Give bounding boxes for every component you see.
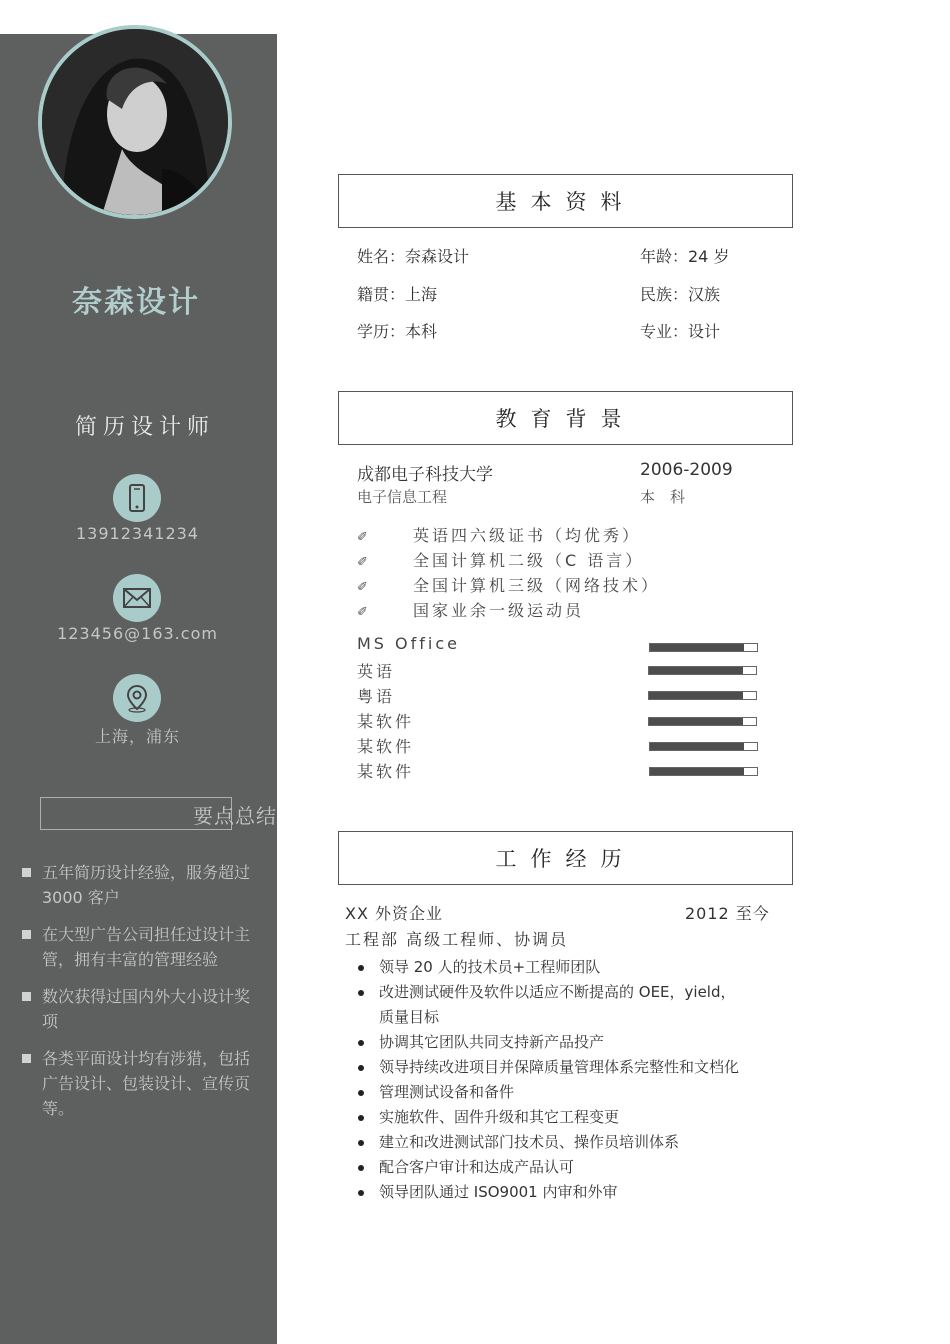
- summary-item: 各类平面设计均有涉猎，包括广告设计、包装设计、宣传页等。: [20, 1046, 260, 1121]
- location-pin-icon: [113, 674, 161, 722]
- paperclip-icon: ✐: [357, 555, 368, 570]
- skill-bar: [649, 767, 758, 776]
- square-bullet-icon: [22, 868, 31, 877]
- school-name: 成都电子科技大学: [357, 465, 493, 485]
- skill-bar: [648, 666, 757, 675]
- info-age: 年龄：24 岁: [640, 247, 730, 266]
- skill-label: MS Office: [357, 634, 460, 653]
- skill-label: 英语: [357, 662, 396, 681]
- square-bullet-icon: [22, 1054, 31, 1063]
- cert-item: ✐ 英语四六级证书（均优秀）: [357, 526, 642, 545]
- duty-item: 建立和改进测试部门技术员、操作员培训体系: [355, 1130, 795, 1155]
- info-education: 学历：本科: [357, 322, 438, 341]
- skill-label: 某软件: [357, 762, 415, 781]
- mail-icon: [113, 574, 161, 622]
- bullet-icon: [358, 990, 364, 996]
- education-heading: 教育背景: [338, 391, 793, 445]
- skill-bar: [648, 717, 757, 726]
- bullet-icon: [358, 1090, 364, 1096]
- bullet-icon: [358, 1065, 364, 1071]
- bullet-icon: [358, 1140, 364, 1146]
- paperclip-icon: ✐: [357, 580, 368, 595]
- info-major: 专业：设计: [640, 322, 721, 341]
- phone-icon: [113, 474, 161, 522]
- skill-bar: [649, 643, 758, 652]
- duty-item: 管理测试设备和备件: [355, 1080, 795, 1105]
- skill-label: 某软件: [357, 712, 415, 731]
- cert-item: ✐ 全国计算机三级（网络技术）: [357, 576, 661, 595]
- duty-list: [355, 955, 795, 1205]
- study-years: 2006-2009: [640, 460, 733, 480]
- summary-item: 在大型广告公司担任过设计主管，拥有丰富的管理经验: [20, 922, 260, 972]
- square-bullet-icon: [22, 992, 31, 1001]
- company-name: XX 外资企业: [345, 904, 444, 923]
- info-ethnicity: 民族：汉族: [640, 285, 721, 304]
- bullet-icon: [358, 1040, 364, 1046]
- summary-title: 要点总结: [193, 804, 277, 828]
- email-address: 123456@163.com: [57, 624, 218, 643]
- portrait-image: [42, 29, 228, 215]
- skill-bar: [648, 691, 757, 700]
- job-role: 工程部 高级工程师、协调员: [345, 930, 569, 949]
- sidebar-job-title: 简历设计师: [74, 415, 215, 440]
- square-bullet-icon: [22, 930, 31, 939]
- duty-item: 协调其它团队共同支持新产品投产: [355, 1030, 795, 1055]
- bullet-icon: [358, 1165, 364, 1171]
- summary-item: 数次获得过国内外大小设计奖项: [20, 984, 260, 1034]
- bullet-icon: [358, 1190, 364, 1196]
- phone-number: 13912341234: [76, 524, 199, 543]
- summary-list: [20, 860, 260, 1133]
- skill-bar: [649, 742, 758, 751]
- location: 上海，浦东: [94, 727, 180, 746]
- info-name: 姓名：奈森设计: [357, 247, 470, 266]
- duty-item: 领导团队通过 ISO9001 内审和外审: [355, 1180, 795, 1205]
- skill-label: 某软件: [357, 737, 415, 756]
- duty-item: 领导持续改进项目并保障质量管理体系完整性和文档化: [355, 1055, 795, 1080]
- sidebar-name: 奈森设计: [72, 285, 200, 320]
- work-period: 2012 至今: [685, 904, 770, 923]
- cert-item: ✐ 全国计算机二级（C 语言）: [357, 551, 645, 570]
- cert-item: ✐ 国家业余一级运动员: [357, 601, 585, 620]
- school-degree: 本 科: [640, 488, 686, 506]
- summary-item: 五年简历设计经验，服务超过 3000 客户: [20, 860, 260, 910]
- bullet-icon: [358, 1115, 364, 1121]
- duty-item: 实施软件、固件升级和其它工程变更: [355, 1105, 795, 1130]
- paperclip-icon: ✐: [357, 530, 368, 545]
- duty-item-continuation: 质量目标: [379, 1008, 440, 1026]
- duty-item: 改进测试硬件及软件以适应不断提高的 OEE，yield，: [355, 980, 795, 1005]
- bullet-icon: [358, 965, 364, 971]
- info-origin: 籍贯：上海: [357, 285, 438, 304]
- school-major: 电子信息工程: [357, 488, 448, 506]
- paperclip-icon: ✐: [357, 605, 368, 620]
- profile-photo: [38, 25, 232, 219]
- work-heading: 工作经历: [338, 831, 793, 885]
- duty-item: 配合客户审计和达成产品认可: [355, 1155, 795, 1180]
- skill-label: 粤语: [357, 687, 396, 706]
- basic-info-heading: 基本资料: [338, 174, 793, 228]
- duty-item: 领导 20 人的技术员+工程师团队: [355, 955, 795, 980]
